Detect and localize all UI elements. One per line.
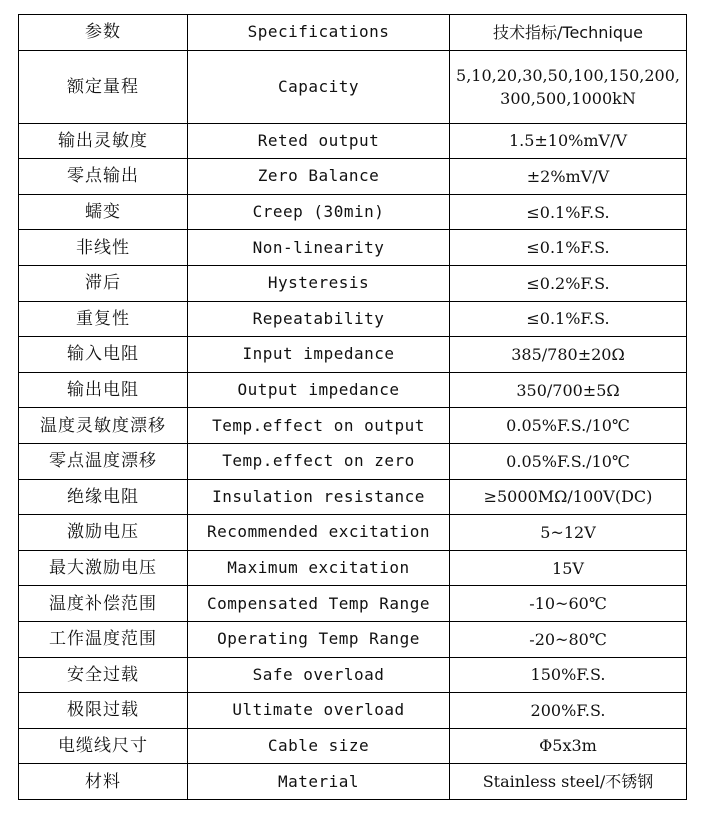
table-row [19,301,687,337]
param-en: Maximum excitation [188,550,450,586]
param-value: 15V [450,550,687,586]
param-value: 0.05%F.S./10℃ [450,443,687,479]
param-cn: 电缆线尺寸 [19,728,188,764]
param-value: -10~60℃ [450,586,687,622]
param-cn: 额定量程 [19,50,188,123]
param-en: Ultimate overload [188,693,450,729]
param-value: Stainless steel/不锈钢 [450,764,687,800]
header-cn: 参数 [19,15,188,51]
param-en: Creep (30min) [188,194,450,230]
param-en: Temp.effect on zero [188,443,450,479]
param-value: 150%F.S. [450,657,687,693]
param-value: 5~12V [450,515,687,551]
param-en: Hysteresis [188,265,450,301]
param-cn: 输出电阻 [19,372,188,408]
param-value: 5,10,20,30,50,100,150,200,300,500,1000kN [450,50,687,123]
param-en: Cable size [188,728,450,764]
table-header-row [19,15,687,51]
param-cn: 激励电压 [19,515,188,551]
param-value: 0.05%F.S./10℃ [450,408,687,444]
param-en: Material [188,764,450,800]
param-cn: 蠕变 [19,194,188,230]
param-en: Input impedance [188,337,450,373]
param-cn: 安全过载 [19,657,188,693]
table-row [19,621,687,657]
param-value: Φ5x3m [450,728,687,764]
param-en: Reted output [188,123,450,159]
param-en: Safe overload [188,657,450,693]
table-row [19,194,687,230]
param-cn: 温度灵敏度漂移 [19,408,188,444]
param-value: 200%F.S. [450,693,687,729]
param-cn: 滞后 [19,265,188,301]
param-value: -20~80℃ [450,621,687,657]
table-row [19,123,687,159]
table-row [19,586,687,622]
param-value: ≤0.2%F.S. [450,265,687,301]
param-value: ≤0.1%F.S. [450,230,687,266]
specifications-table [18,14,687,800]
param-cn: 输入电阻 [19,337,188,373]
table-row [19,479,687,515]
table-row [19,372,687,408]
table-row [19,764,687,800]
param-en: Non-linearity [188,230,450,266]
param-cn: 工作温度范围 [19,621,188,657]
table-row [19,50,687,123]
param-value: ≥5000MΩ/100V(DC) [450,479,687,515]
param-en: Recommended excitation [188,515,450,551]
param-cn: 零点温度漂移 [19,443,188,479]
param-en: Repeatability [188,301,450,337]
param-cn: 极限过载 [19,693,188,729]
header-en: Specifications [188,15,450,51]
param-cn: 材料 [19,764,188,800]
table-row [19,230,687,266]
table-row [19,728,687,764]
table-row [19,159,687,195]
param-value: ≤0.1%F.S. [450,194,687,230]
param-en: Zero Balance [188,159,450,195]
param-value: 1.5±10%mV/V [450,123,687,159]
param-cn: 非线性 [19,230,188,266]
param-cn: 输出灵敏度 [19,123,188,159]
param-value: ≤0.1%F.S. [450,301,687,337]
param-en: Output impedance [188,372,450,408]
table-row [19,657,687,693]
param-cn: 最大激励电压 [19,550,188,586]
param-en: Compensated Temp Range [188,586,450,622]
param-en: Capacity [188,50,450,123]
header-value: 技术指标/Technique [450,15,687,51]
table-row [19,408,687,444]
param-cn: 零点输出 [19,159,188,195]
table-row [19,550,687,586]
table-row [19,265,687,301]
param-en: Insulation resistance [188,479,450,515]
table-row [19,443,687,479]
param-cn: 绝缘电阻 [19,479,188,515]
param-en: Operating Temp Range [188,621,450,657]
param-value: 350/700±5Ω [450,372,687,408]
table-row [19,693,687,729]
param-en: Temp.effect on output [188,408,450,444]
param-value: 385/780±20Ω [450,337,687,373]
param-cn: 重复性 [19,301,188,337]
param-cn: 温度补偿范围 [19,586,188,622]
table-row [19,337,687,373]
table-row [19,515,687,551]
param-value: ±2%mV/V [450,159,687,195]
